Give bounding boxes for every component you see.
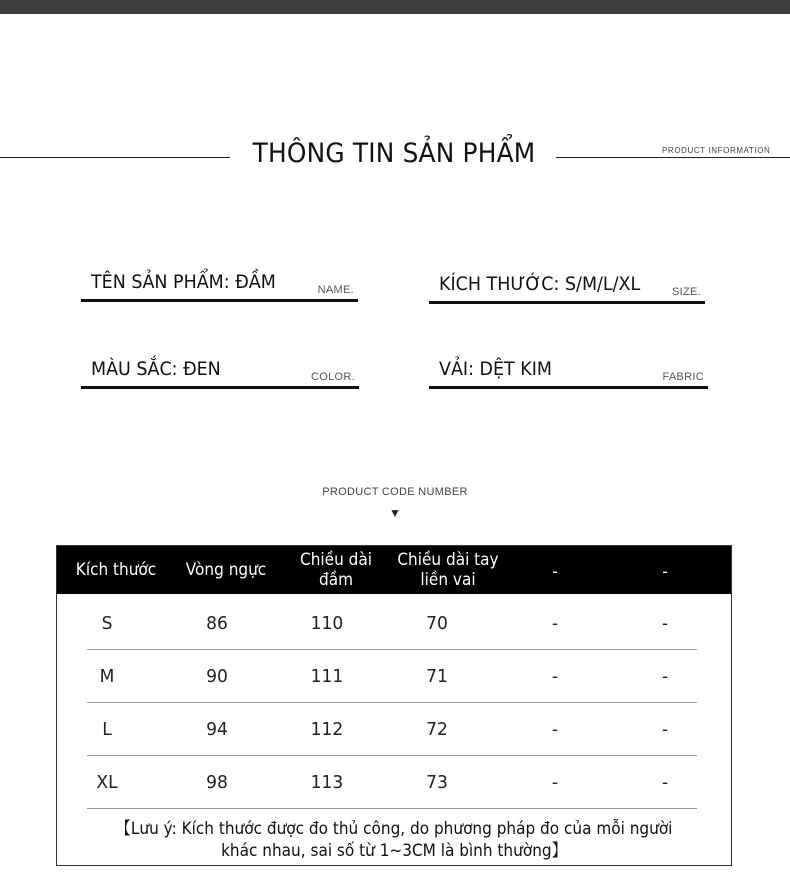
- info-size-label: KÍCH THƯỚC: S/M/L/XL: [439, 273, 641, 295]
- table-row: [87, 596, 697, 650]
- header-empty-1: -: [552, 562, 558, 582]
- info-name-label: TÊN SẢN PHẨM: ĐẦM: [91, 271, 276, 293]
- info-field-name: [81, 259, 358, 302]
- header-dress-length: Chiều dài đầm: [300, 550, 372, 590]
- table-cell: 113: [310, 772, 344, 793]
- info-field-fabric: [429, 346, 708, 389]
- table-row: [87, 702, 697, 756]
- measurement-note: [91, 818, 698, 862]
- table-cell: 110: [310, 613, 344, 634]
- table-cell: -: [551, 772, 559, 793]
- table-cell: 98: [206, 772, 228, 793]
- table-cell: 90: [206, 666, 228, 687]
- table-cell: -: [551, 719, 559, 740]
- note-line-2: khác nhau, sai số từ 1~3CM là bình thường】: [221, 841, 567, 861]
- header-size: Kích thước: [75, 560, 157, 580]
- title-divider-left: [0, 157, 230, 158]
- header-sleeve-length: Chiều dài tay liền vai: [397, 550, 499, 590]
- info-color-tag: COLOR.: [311, 371, 355, 383]
- table-cell: XL: [96, 772, 118, 793]
- down-arrow-icon: ▼: [389, 506, 401, 520]
- header-bust: Vòng ngực: [185, 560, 267, 580]
- table-cell: 71: [426, 666, 448, 687]
- info-fabric-label: VẢI: DỆT KIM: [439, 358, 552, 380]
- table-cell: 72: [426, 719, 448, 740]
- table-cell: -: [661, 719, 669, 740]
- table-cell: -: [661, 666, 669, 687]
- table-cell: 94: [206, 719, 228, 740]
- product-code-label: PRODUCT CODE NUMBER: [322, 486, 468, 498]
- table-cell: 70: [426, 613, 448, 634]
- size-table: [56, 545, 732, 866]
- table-cell: -: [551, 666, 559, 687]
- header-empty-2: -: [662, 562, 668, 582]
- table-cell: L: [102, 719, 112, 740]
- info-name-tag: NAME.: [317, 284, 354, 296]
- page-title: THÔNG TIN SẢN PHẨM: [252, 138, 536, 169]
- table-cell: -: [661, 772, 669, 793]
- table-header: [57, 546, 731, 594]
- table-cell: -: [551, 613, 559, 634]
- top-bar: [0, 0, 790, 14]
- info-field-color: [81, 346, 359, 389]
- table-cell: M: [99, 666, 115, 687]
- table-cell: 112: [310, 719, 344, 740]
- info-field-size: [429, 261, 705, 304]
- table-cell: 73: [426, 772, 448, 793]
- note-line-1: 【Lưu ý: Kích thước được đo thủ công, do phương pháp đo của mỗi người: [115, 819, 673, 839]
- table-cell: S: [101, 613, 113, 634]
- title-divider-right: [556, 157, 790, 158]
- info-color-label: MÀU SẮC: ĐEN: [91, 358, 221, 380]
- table-row: [87, 649, 697, 703]
- table-cell: -: [661, 613, 669, 634]
- table-cell: 86: [206, 613, 228, 634]
- page-subtitle: PRODUCT INFORMATION: [660, 146, 782, 155]
- info-size-tag: SIZE.: [671, 286, 701, 298]
- table-row: [87, 755, 697, 809]
- info-fabric-tag: FABRIC: [662, 371, 704, 383]
- table-cell: 111: [310, 666, 344, 687]
